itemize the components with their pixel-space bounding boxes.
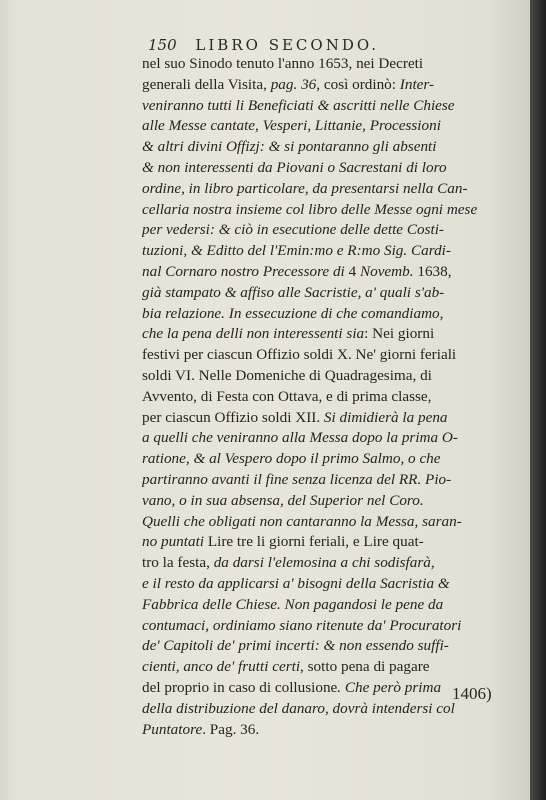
text-line — [142, 262, 514, 283]
italic-text-segment: cienti, anco de' frutti certi — [142, 658, 301, 676]
body-text — [142, 54, 514, 740]
handwritten-annotation: 1406) — [452, 684, 492, 703]
roman-text-segment: , così ordinò: — [316, 75, 400, 93]
italic-text-segment: partiranno avanti il fine senza licenza del RR. Pio- — [142, 470, 452, 488]
text-line — [142, 595, 514, 616]
italic-text-segment: cellaria nostra insieme col libro delle Messe ogni mese — [142, 200, 478, 218]
text-line — [142, 345, 514, 366]
text-line — [142, 283, 514, 304]
italic-text-segment: Si dimidierà la pena — [323, 408, 448, 426]
roman-text-segment: tro la festa, — [142, 554, 214, 572]
roman-text-segment: del proprio in caso di collusione — [142, 678, 338, 696]
italic-text-segment: vano, o in sua absensa, del Superior nel Coro. — [142, 491, 424, 509]
italic-text-segment: e il resto da applicarsi a' bisogni della Sacristia & — [142, 574, 450, 592]
text-line — [142, 428, 514, 449]
text-line — [142, 553, 514, 574]
page-edge-shadow — [530, 0, 546, 800]
text-line — [142, 491, 514, 512]
italic-text-segment: a quelli che veniranno alla Messa dopo la prima O- — [142, 429, 458, 447]
text-line — [142, 116, 514, 137]
text-line — [142, 158, 514, 179]
text-line — [142, 512, 514, 533]
text-line — [142, 304, 514, 325]
italic-text-segment: . Che però prima — [337, 678, 442, 696]
italic-text-segment: pag. 36 — [270, 75, 317, 93]
roman-text-segment: . Pag. 36. — [202, 720, 260, 738]
text-line — [142, 636, 514, 657]
roman-text-segment: Lire tre li giorni feriali, e Lire quat- — [207, 533, 424, 551]
text-line — [142, 408, 514, 429]
running-title: LIBRO SECONDO. — [195, 36, 380, 54]
roman-text-segment: , sotto pena di pagare — [300, 658, 430, 676]
text-line — [142, 532, 514, 553]
text-line — [142, 241, 514, 262]
text-line — [142, 54, 514, 75]
text-line — [142, 200, 514, 221]
italic-text-segment: veniranno tutti li Beneficiati & ascritti nelle Chiese — [142, 96, 455, 114]
text-line — [142, 657, 514, 678]
roman-text-segment: : Nei giorni — [364, 325, 435, 343]
italic-text-segment: & non interessenti da Piovani o Sacrestani di loro — [142, 158, 447, 176]
italic-text-segment: Fabbrica delle Chiese. Non pagandosi le pene da — [142, 595, 444, 613]
italic-text-segment: della distribuzione del danaro, dovrà intendersi col — [142, 699, 455, 717]
italic-text-segment: Puntatore — [142, 720, 203, 738]
italic-text-segment: ratione, & al Vespero dopo il primo Salmo, o che — [142, 450, 441, 468]
italic-text-segment: Quelli che obligati non cantaranno la Messa, saran- — [142, 512, 462, 530]
text-line — [142, 137, 514, 158]
roman-text-segment: generali della Visita, — [142, 75, 271, 93]
italic-text-segment: nal Cornaro nostro Precessore di — [142, 262, 349, 280]
italic-text-segment: bia relazione. In essecuzione di che comandiamo, — [142, 304, 444, 322]
roman-text-segment: nel suo Sinodo tenuto l'anno 1653, nei Decreti — [142, 55, 424, 72]
text-line — [142, 366, 514, 387]
italic-text-segment: per vedersi: & ciò in esecutione delle dette Costi- — [142, 221, 444, 239]
italic-text-segment: ordine, in libro particolare, da presentarsi nella Can- — [142, 179, 468, 197]
text-line — [142, 75, 514, 96]
roman-text-segment: Avvento, di Festa con Ottava, e di prima classe, — [142, 387, 432, 405]
text-line — [142, 574, 514, 595]
italic-text-segment: alle Messe cantate, Vesperi, Littanie, Processioni — [142, 117, 441, 135]
text-line — [142, 220, 514, 241]
italic-text-segment: Inter- — [399, 75, 435, 93]
italic-text-segment: de' Capitoli de' primi incerti: & non essendo suffi- — [142, 637, 449, 655]
text-line — [142, 616, 514, 637]
text-line — [142, 96, 514, 117]
text-line — [142, 449, 514, 470]
text-line — [142, 179, 514, 200]
text-line — [142, 387, 514, 408]
italic-text-segment: da darsi l'elemosina a chi sodisfarà, — [213, 554, 435, 572]
italic-text-segment: già stampato & affiso alle Sacristie, a' quali s'ab- — [142, 283, 445, 301]
italic-text-segment: tuzioni, & Editto del l'Emin:mo e R:mo Sig. Cardi- — [142, 242, 451, 260]
running-header — [148, 36, 488, 56]
roman-text-segment: per ciascun Offizio soldi XII. — [142, 408, 324, 426]
italic-text-segment: & altri divini Offizj: & si pontaranno gli absenti — [142, 138, 437, 156]
roman-text-segment: soldi VI. Nelle Domeniche di Quadragesima, di — [142, 366, 432, 384]
italic-text-segment: no puntati — [142, 533, 208, 551]
text-line — [142, 324, 514, 345]
roman-text-segment: 4 — [348, 262, 360, 280]
roman-text-segment: 1638, — [413, 262, 452, 280]
italic-text-segment: contumaci, ordiniamo siano ritenute da' Procuratori — [142, 616, 462, 634]
italic-text-segment: che la pena delli non interessenti sia — [142, 325, 365, 343]
roman-text-segment: festivi per ciascun Offizio soldi X. Ne' giorni feriali — [142, 346, 457, 364]
text-line — [142, 470, 514, 491]
text-line — [142, 720, 514, 741]
italic-text-segment: Novemb. — [359, 262, 414, 280]
page-number: 150 — [148, 36, 177, 54]
